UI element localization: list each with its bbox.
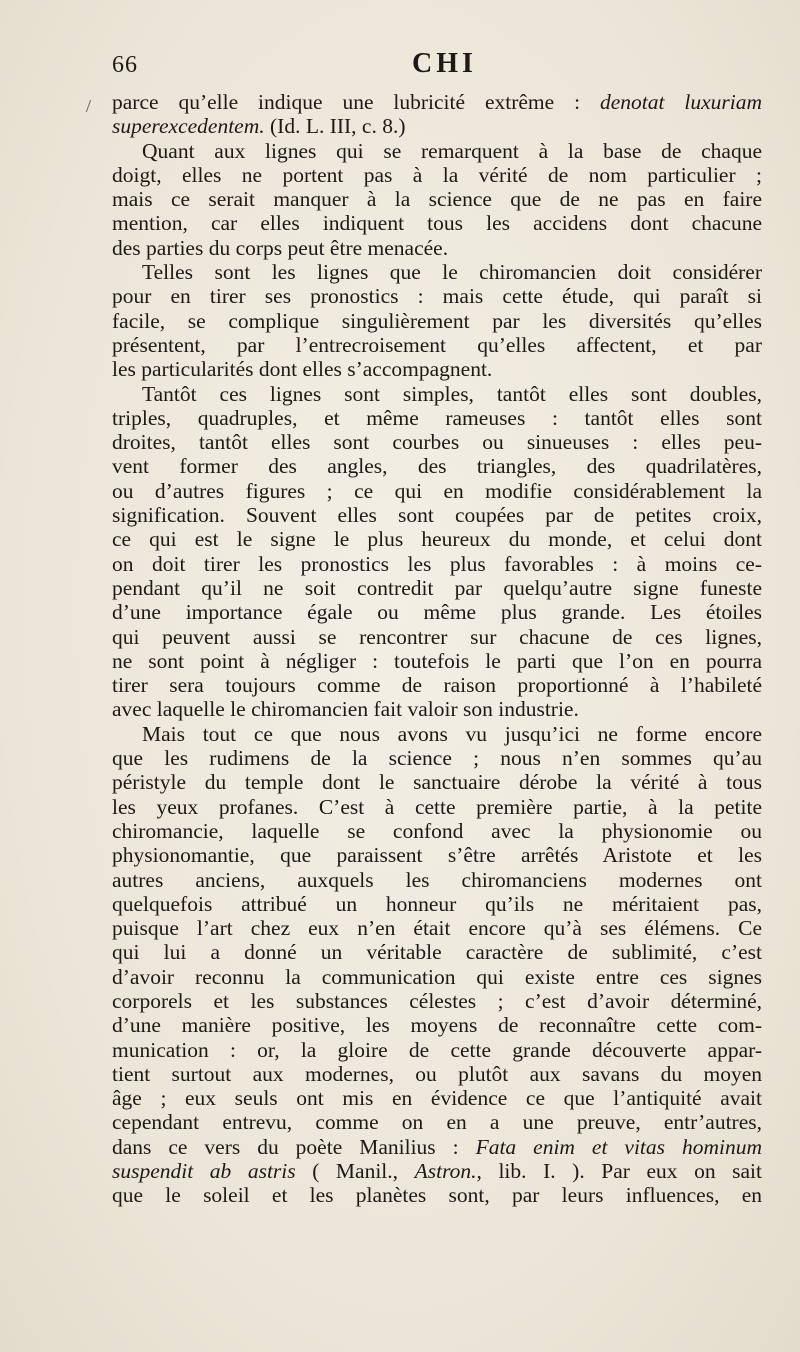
text-span: qui lui a donné un véritable caractère de sublimité, c’est [112, 940, 762, 965]
text-span: ce qui est le signe le plus heureux du monde, et celui dont [112, 527, 762, 552]
text-line [112, 260, 762, 284]
running-head: CHI [412, 48, 477, 79]
text-line [112, 163, 762, 187]
text-line [112, 211, 762, 235]
italic-span: superexcedentem. [112, 114, 265, 139]
text-line [112, 649, 762, 673]
text-line [112, 236, 762, 260]
text-span: Telles sont les lignes que le chiromancien doit considérer [142, 260, 762, 285]
text-span: âge ; eux seuls ont mis en évidence ce que l’antiquité avait [112, 1086, 762, 1111]
text-line [112, 819, 762, 843]
text-span: parce qu’elle indique une lubricité extrême : [112, 90, 600, 114]
page-header [112, 46, 760, 86]
text-line [112, 430, 762, 454]
text-line [112, 357, 762, 381]
text-line [112, 503, 762, 527]
text-span: Tantôt ces lignes sont simples, tantôt elles sont doubles, [142, 381, 762, 406]
text-line [112, 139, 762, 163]
text-line [112, 625, 762, 649]
text-line [112, 722, 762, 746]
text-line [112, 940, 762, 964]
text-span: chiromancie, laquelle se confond avec la physionomie ou [112, 818, 762, 843]
italic-span: Astron. [414, 1159, 477, 1184]
text-span: vent former des angles, des triangles, des quadrilatères, [112, 454, 762, 479]
text-span: Mais tout ce que nous avons vu jusqu’ici ne forme encore [142, 721, 762, 746]
text-line [112, 1183, 762, 1207]
text-line [112, 600, 762, 624]
text-span: d’une importance égale ou même plus grande. Les étoiles [112, 600, 762, 625]
text-line [112, 746, 762, 770]
text-line [112, 382, 762, 406]
text-line [112, 843, 762, 867]
text-line [112, 770, 762, 794]
text-span: puisque l’art chez eux n’en était encore qu’à ses élémens. Ce [112, 916, 762, 941]
text-span: ( Manil., [295, 1159, 415, 1184]
text-span: ou d’autres figures ; ce qui en modifie considérablement la [112, 478, 762, 503]
text-line [112, 406, 762, 430]
text-span: autres anciens, auxquels les chiromanciens modernes ont [112, 867, 762, 892]
text-line [112, 1086, 762, 1110]
text-line [112, 454, 762, 478]
text-span: que le soleil et les planètes sont, par leurs influences, en [112, 1183, 762, 1208]
text-line [112, 673, 762, 697]
text-span: pendant qu’il ne soit contredit par quelqu’autre signe funeste [112, 575, 762, 600]
text-line [112, 989, 762, 1013]
text-line [112, 576, 762, 600]
text-line [112, 1038, 762, 1062]
text-line [112, 479, 762, 503]
text-span: munication : or, la gloire de cette grande découverte appar- [112, 1037, 762, 1062]
text-line [112, 309, 762, 333]
italic-span: suspendit ab astris [112, 1159, 296, 1184]
text-span: dans ce vers du poète Manilius : [112, 1134, 476, 1159]
text-span: les particularités dont elles s’accompagnent. [112, 357, 493, 382]
text-span: signification. Souvent elles sont coupées par de petites croix, [112, 503, 762, 528]
text-line [112, 1135, 762, 1159]
text-span: , lib. I. ). Par eux on sait [476, 1159, 762, 1184]
text-span: tient surtout aux modernes, ou plutôt aux savans du moyen [112, 1061, 762, 1086]
text-span: mention, car elles indiquent tous les accidens dont chacune [112, 211, 762, 236]
text-line [112, 527, 762, 551]
page-number: 66 [112, 52, 138, 78]
text-span: d’avoir reconnu la communication qui existe entre ces signes [112, 964, 762, 989]
text-span: péristyle du temple dont le sanctuaire dérobe la vérité à tous [112, 770, 762, 795]
text-line [112, 552, 762, 576]
margin-mark [86, 100, 97, 112]
text-span: ne sont point à négliger : toutefois le parti que l’on en pourra [112, 648, 762, 673]
text-line [112, 868, 762, 892]
text-span: présentent, par l’entrecroisement qu’elles affectent, et par [112, 332, 762, 357]
text-span: facile, se complique singulièrement par les diversités qu’elles [112, 308, 762, 333]
text-line [112, 965, 762, 989]
text-span: les yeux profanes. C’est à cette première partie, à la petite [112, 794, 762, 819]
text-span: doigt, elles ne portent pas à la vérité de nom particulier ; [112, 162, 762, 187]
text-span: cependant entrevu, comme on en a une preuve, entr’autres, [112, 1110, 762, 1135]
text-span: qui peuvent aussi se rencontrer sur chacune de ces lignes, [112, 624, 762, 649]
text-line [112, 333, 762, 357]
text-line [112, 114, 762, 138]
text-span: avec laquelle le chiromancien fait valoir son industrie. [112, 697, 579, 722]
italic-span: denotat luxuriam [599, 90, 762, 114]
text-line [112, 90, 762, 114]
text-line [112, 1159, 762, 1183]
text-line [112, 1110, 762, 1134]
text-line [112, 795, 762, 819]
text-span: Quant aux lignes qui se remarquent à la base de chaque [142, 138, 762, 163]
text-span: triples, quadruples, et même rameuses : tantôt elles sont [112, 405, 762, 430]
text-span: mais ce serait manquer à la science que de ne pas en faire [112, 187, 762, 212]
text-span: tirer sera toujours comme de raison proportionné à l’habileté [112, 673, 762, 698]
text-line [112, 284, 762, 308]
text-span: (Id. L. III, c. 8.) [264, 114, 406, 139]
text-span: corporels et les substances célestes ; c’est d’avoir déterminé, [112, 988, 762, 1013]
text-span: on doit tirer les pronostics les plus favorables : à moins ce- [112, 551, 762, 576]
text-span: droites, tantôt elles sont courbes ou sinueuses : elles peu- [112, 430, 762, 455]
text-line [112, 916, 762, 940]
text-span: des parties du corps peut être menacée. [112, 235, 449, 260]
text-line [112, 892, 762, 916]
text-span: pour en tirer ses pronostics : mais cette étude, qui paraît si [112, 284, 762, 309]
text-line [112, 187, 762, 211]
text-line [112, 697, 762, 721]
text-span: physionomantie, que paraissent s’être arrêtés Aristote et les [112, 843, 762, 868]
italic-span: Fata enim et vitas hominum [475, 1134, 762, 1159]
body-text [112, 90, 762, 1208]
text-span: d’une manière positive, les moyens de reconnaître cette com- [112, 1013, 762, 1038]
text-span: quelquefois attribué un honneur qu’ils ne méritaient pas, [112, 891, 762, 916]
text-line [112, 1062, 762, 1086]
text-line [112, 1013, 762, 1037]
text-span: que les rudimens de la science ; nous n’en sommes qu’au [112, 746, 762, 771]
